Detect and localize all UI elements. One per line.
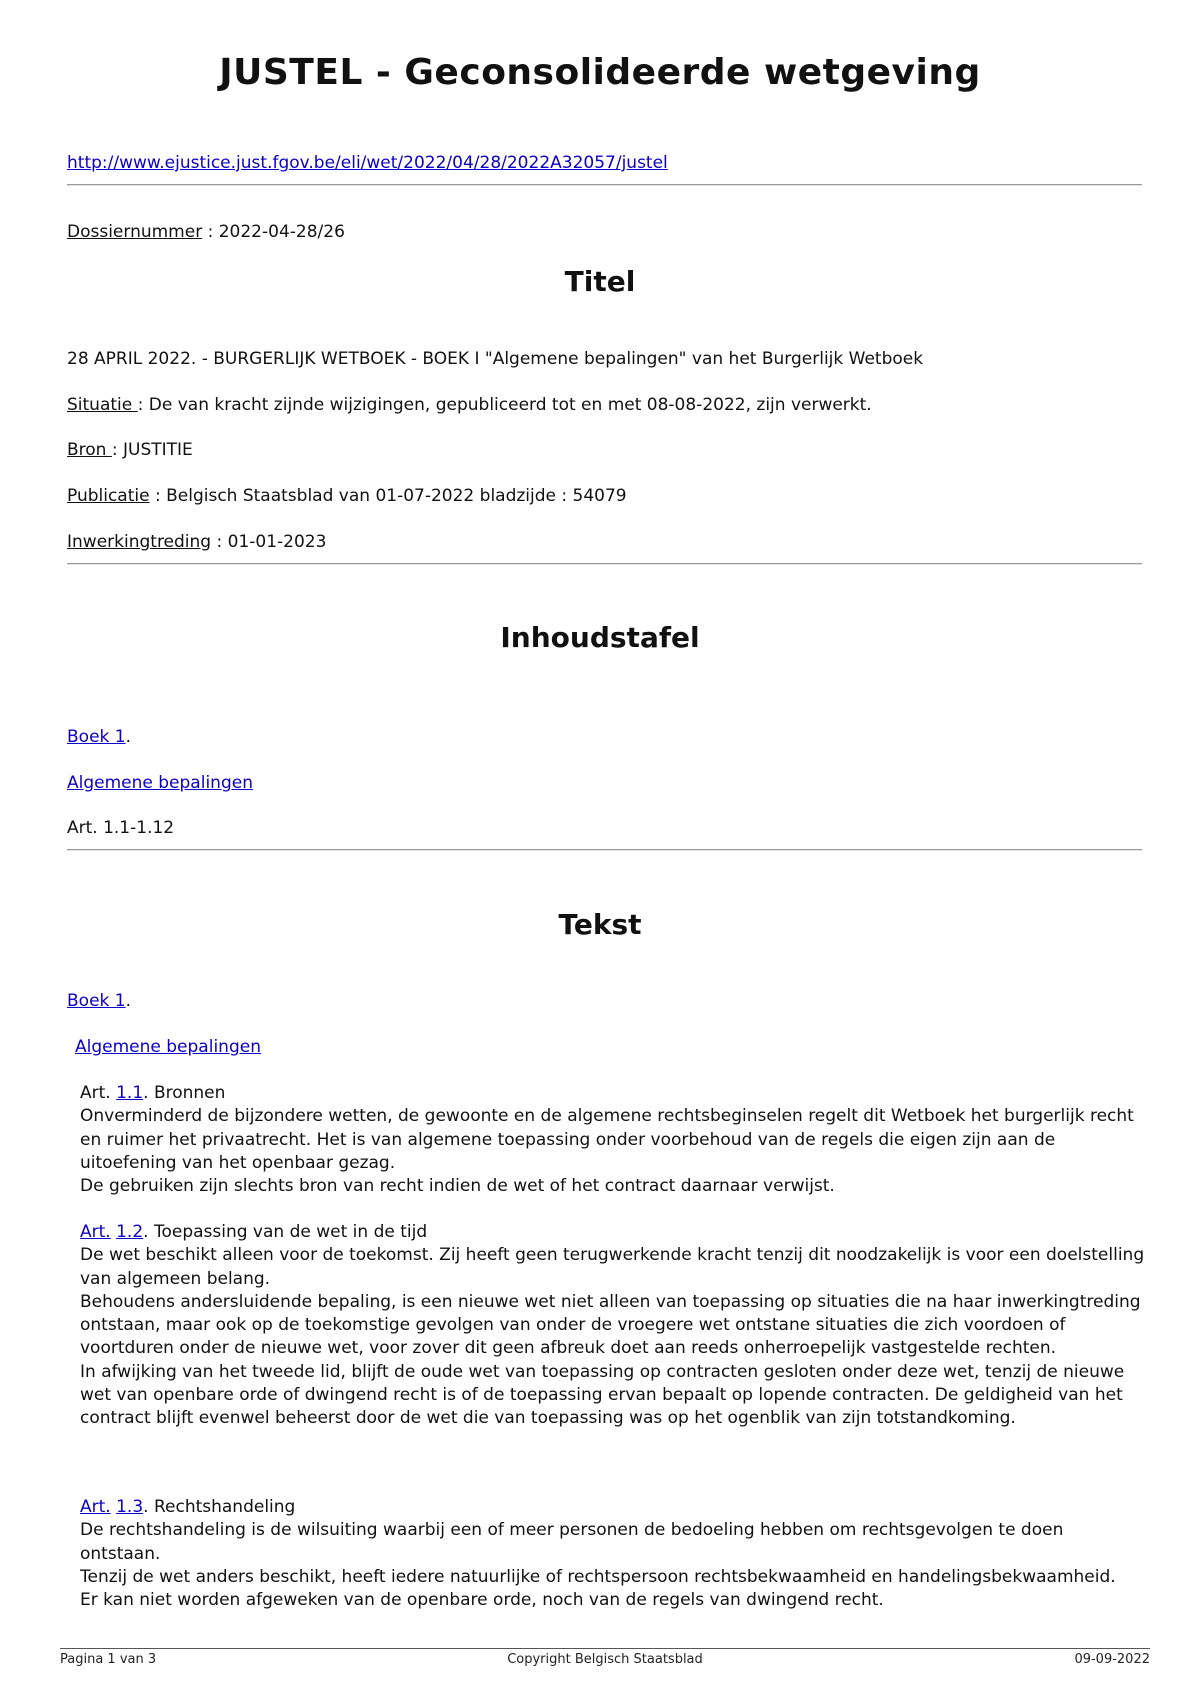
article-heading bbox=[67, 1496, 1147, 1519]
inwerking-value: : 01-01-2023 bbox=[211, 532, 327, 552]
article-number-link[interactable]: 1.1 bbox=[116, 1083, 144, 1103]
eli-url-link[interactable]: http://www.ejustice.just.fgov.be/eli/wet/2022/04/28/2022A32057/justel bbox=[67, 153, 668, 173]
inwerking-label: Inwerkingtreding bbox=[67, 532, 212, 552]
tekst-boek-dot: . bbox=[125, 991, 131, 1011]
article-paragraph: De rechtshandeling is de wilsuiting waarbij een of meer personen de bedoeling hebben om rechtsgevolgen te doen ontstaan. bbox=[80, 1520, 1064, 1564]
page-footer bbox=[60, 1648, 1150, 1669]
tekst-boek-link[interactable]: Boek 1 bbox=[67, 991, 126, 1011]
divider bbox=[67, 849, 1142, 851]
tekst-boek-line bbox=[67, 990, 131, 1013]
tekst-heading: Tekst bbox=[558, 908, 642, 941]
divider bbox=[67, 563, 1142, 565]
page-title: JUSTEL - Geconsolideerde wetgeving bbox=[219, 52, 981, 93]
article-1-2 bbox=[67, 1221, 1147, 1431]
situatie-value: : De van kracht zijnde wijzigingen, gepubliceerd tot en met 08-08-2022, zijn verwerkt. bbox=[137, 395, 872, 415]
article-1-3 bbox=[67, 1496, 1147, 1612]
titel-heading: Titel bbox=[564, 265, 636, 298]
toc-art-range: Art. 1.1-1.12 bbox=[67, 818, 175, 838]
tekst-algemene-line bbox=[75, 1036, 261, 1059]
article-paragraph: De gebruiken zijn slechts bron van recht indien de wet of het contract daarnaar verwijst. bbox=[80, 1176, 835, 1197]
article-title: . Bronnen bbox=[143, 1083, 226, 1103]
footer-date: 09-09-2022 bbox=[1074, 1652, 1150, 1667]
footer-copyright: Copyright Belgisch Staatsblad bbox=[507, 1652, 703, 1667]
article-heading bbox=[67, 1221, 1147, 1244]
publicatie-line bbox=[67, 485, 627, 508]
article-number-link[interactable]: 1.2 bbox=[116, 1222, 144, 1242]
footer-page: Pagina 1 van 3 bbox=[60, 1652, 157, 1667]
tekst-algemene-link[interactable]: Algemene bepalingen bbox=[75, 1037, 261, 1057]
dossier-value: : 2022-04-28/26 bbox=[202, 222, 345, 242]
eli-url-line bbox=[67, 152, 668, 175]
article-paragraph: Tenzij de wet anders beschikt, heeft iedere natuurlijke of rechtspersoon rechtsbekwaamheid en handelingsbekwaamheid. bbox=[80, 1566, 1116, 1587]
article-art-link[interactable]: Art. bbox=[80, 1497, 111, 1517]
article-title: . Rechtshandeling bbox=[143, 1497, 296, 1517]
article-paragraph: In afwijking van het tweede lid, blijft de oude wet van toepassing op contracten gesloten onder deze wet, tenzij de nieuwe wet van openbare orde of dwingend recht is of de toepassing ervan bepaalt op lopende contracten. De geldigheid van het contract blijft evenwel beheerst door de wet die van toepassing was op het ogenblik van zijn totstandkoming. bbox=[80, 1361, 1125, 1429]
situatie-line bbox=[67, 394, 872, 417]
article-prefix: Art. bbox=[80, 1083, 117, 1103]
article-paragraph: Er kan niet worden afgeweken van de openbare orde, noch van de regels van dwingend recht. bbox=[80, 1590, 884, 1611]
dossier-line bbox=[67, 221, 345, 244]
situatie-label: Situatie bbox=[67, 395, 138, 415]
publicatie-label: Publicatie bbox=[67, 486, 150, 506]
article-paragraph: Onverminderd de bijzondere wetten, de gewoonte en de algemene rechtsbeginselen regelt dit Wetboek het burgerlijk recht en ruimer het privaatrecht. Het is van algemene toepassing onder voorbehoud van de regels die eigen zijn aan de uitoefening van het openbaar gezag. bbox=[80, 1106, 1134, 1173]
article-paragraph: Behoudens andersluidende bepaling, is een nieuwe wet niet alleen van toepassing op situaties die na haar inwerkingtreding ontstaan, maar ook op de toekomstige gevolgen van onder de vroegere wet ontstane situaties die zich voordoen of voortduren onder de nieuwe wet, voor zover dit geen afbreuk doet aan reeds onherroepelijk vastgestelde rechten. bbox=[80, 1291, 1141, 1359]
publicatie-value: : Belgisch Staatsblad van 01-07-2022 bladzijde : 54079 bbox=[149, 486, 627, 506]
article-1-1 bbox=[67, 1082, 1147, 1198]
bron-line bbox=[67, 439, 193, 462]
article-title: . Toepassing van de wet in de tijd bbox=[143, 1222, 428, 1242]
article-paragraph: De wet beschikt alleen voor de toekomst. Zij heeft geen terugwerkende kracht tenzij dit noodzakelijk is voor een doelstelling van algemeen belang. bbox=[80, 1245, 1145, 1289]
article-art-link[interactable]: Art. bbox=[80, 1222, 111, 1242]
toc-boek-link[interactable]: Boek 1 bbox=[67, 727, 126, 747]
dossier-label: Dossiernummer bbox=[67, 222, 203, 242]
toc-algemene-line bbox=[67, 772, 253, 795]
toc-heading: Inhoudstafel bbox=[500, 621, 700, 654]
titel-text: 28 APRIL 2022. - BURGERLIJK WETBOEK - BOEK I "Algemene bepalingen" van het Burgerlijk Wetboek bbox=[67, 349, 924, 369]
toc-algemene-link[interactable]: Algemene bepalingen bbox=[67, 773, 253, 793]
bron-label: Bron bbox=[67, 440, 112, 460]
article-number-link[interactable]: 1.3 bbox=[116, 1497, 144, 1517]
toc-boek-line bbox=[67, 726, 131, 749]
article-heading bbox=[67, 1082, 1147, 1105]
divider bbox=[67, 184, 1142, 186]
inwerking-line bbox=[67, 531, 326, 554]
bron-value: : JUSTITIE bbox=[111, 440, 193, 460]
toc-boek-dot: . bbox=[125, 727, 131, 747]
